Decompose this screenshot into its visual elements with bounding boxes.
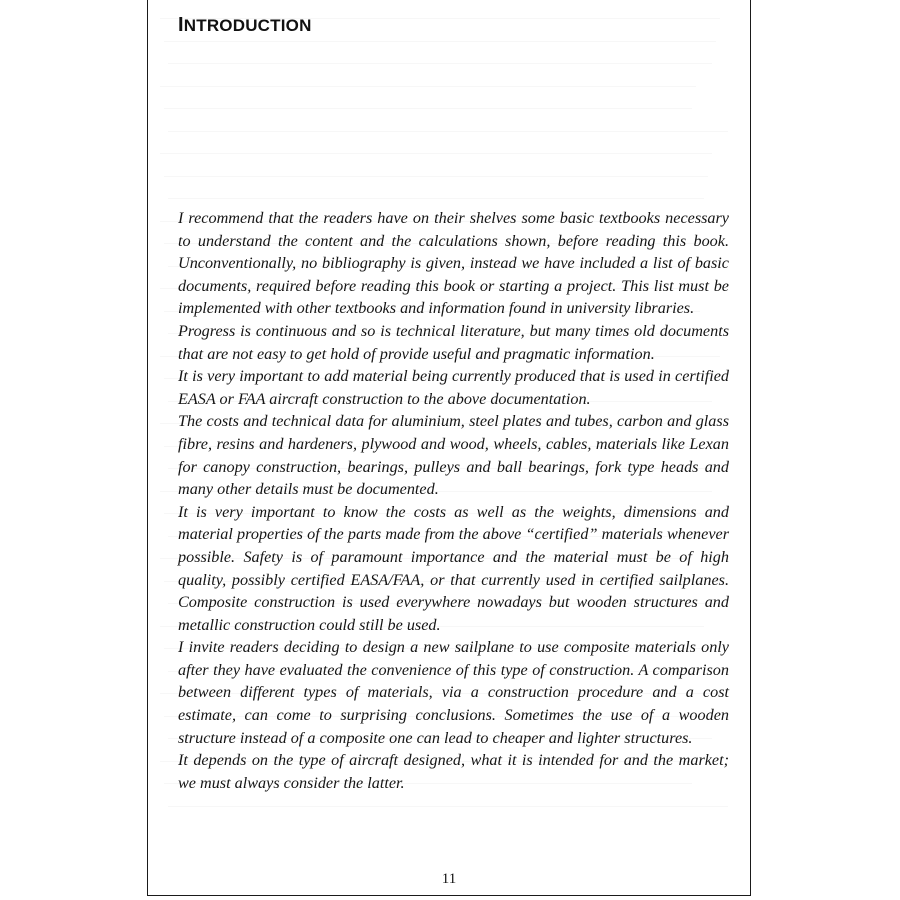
section-title-initial: I bbox=[178, 14, 184, 36]
bleed-through-line bbox=[164, 41, 716, 42]
paragraph: The costs and technical data for aluminium, steel plates and tubes, carbon and glass fibre, resins and hardeners, plywood and wood, wheels, cables, materials like Lexan for canopy construction, bearings, pulleys and ball bearings, fork type heads and many other details must be documented. bbox=[178, 412, 729, 499]
bleed-through-line bbox=[168, 63, 712, 64]
paragraph: It depends on the type of aircraft designed, what it is intended for and the market; we must always consider the latter. bbox=[178, 751, 729, 792]
paragraph: I recommend that the readers have on their shelves some basic textbooks necessary to understand the content and the calculations shown, before reading this book. Unconventionally, no bibliography is given, instead we have included a list of basic documents, required before reading this book or starting a project. This list must be implemented with other textbooks and information found in university libraries. bbox=[178, 209, 729, 318]
paragraph: Progress is continuous and so is technical literature, but many times old documents that are not easy to get hold of provide useful and pragmatic information. bbox=[178, 321, 729, 363]
section-title bbox=[178, 14, 312, 37]
bleed-through-line bbox=[164, 176, 708, 177]
body-text bbox=[178, 207, 729, 794]
bleed-through-line bbox=[168, 198, 704, 199]
bleed-through-line bbox=[160, 86, 696, 87]
bleed-through-line bbox=[164, 108, 692, 109]
section-title-rest: NTRODUCTION bbox=[183, 16, 312, 35]
bleed-through-line bbox=[160, 153, 712, 154]
page-number: 11 bbox=[441, 871, 457, 887]
paragraph: I invite readers deciding to design a new sailplane to use composite materials only after they have evaluated the convenience of this type of construction. A comparison between different types of materials, via a construction procedure and a cost estimate, can come to surprising conclusions. Sometimes the use of a wooden structure instead of a composite one can lead to cheaper and lighter structures. bbox=[178, 638, 729, 747]
bleed-through-line bbox=[168, 131, 728, 132]
paragraph: It is very important to add material being currently produced that is used in certified EASA or FAA aircraft construction to the above documentation. bbox=[178, 367, 729, 408]
document-page bbox=[147, 0, 751, 896]
bleed-through-line bbox=[168, 806, 728, 807]
paragraph: It is very important to know the costs as well as the weights, dimensions and material properties of the parts made from the above “certified” materials whenever possible. Safety is of paramount importance and the material must be of high quality, possibly certified EASA/FAA, or that currently used in certified sailplanes. Composite construction is used everywhere nowadays but wooden structures and metallic construction could still be used. bbox=[178, 502, 729, 634]
